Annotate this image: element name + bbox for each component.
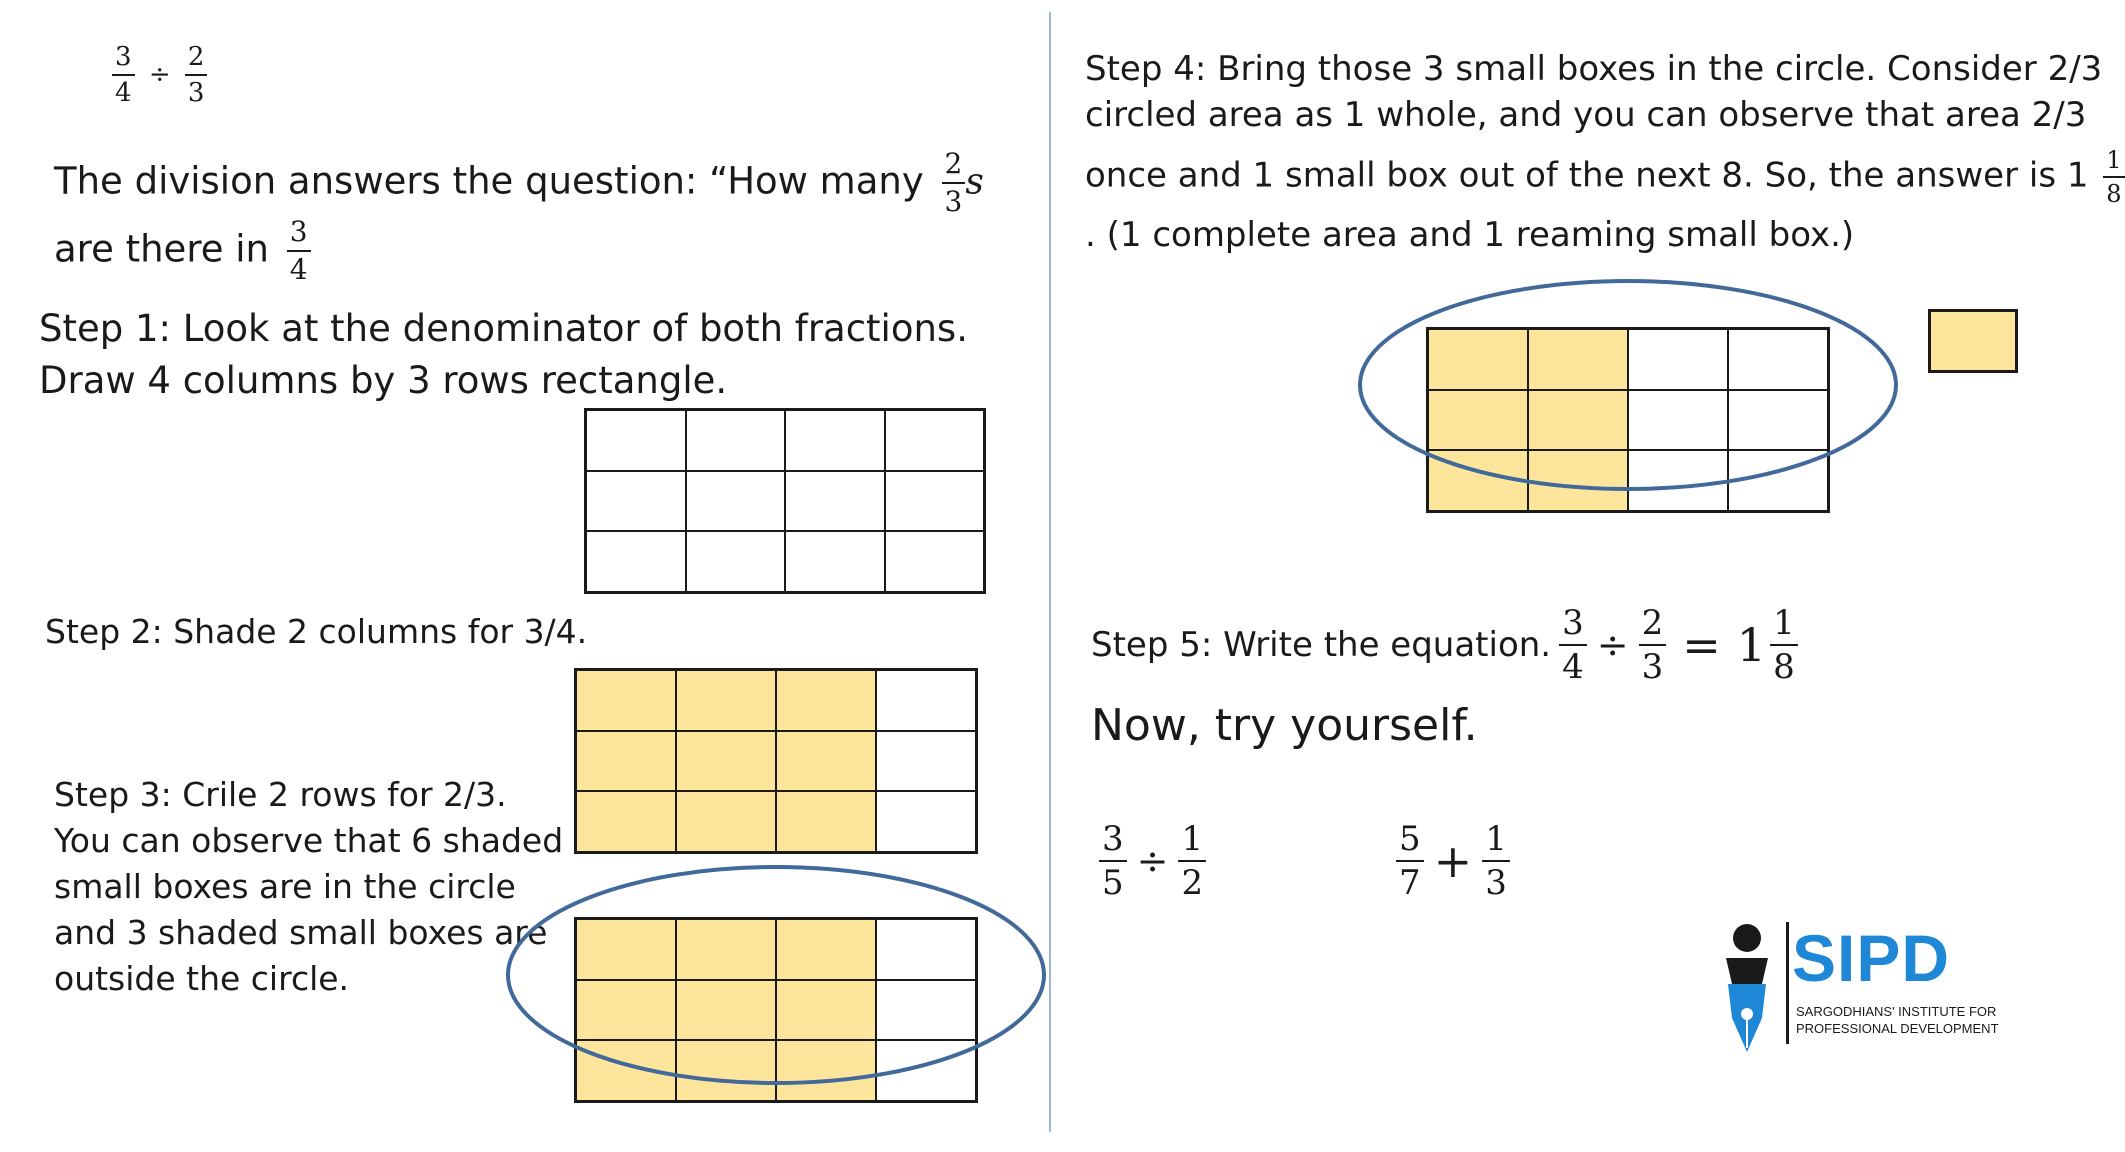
problem-fraction-2: $\frac{2}{3}$ <box>185 44 208 106</box>
intro-line-1: The division answers the question: “How many $\frac{2}{3}$ s <box>54 147 984 218</box>
intro-fraction: $\frac{2}{3}$ <box>942 150 966 216</box>
problem-fraction-1: $\frac{3}{4}$ <box>112 44 135 106</box>
sipd-logo <box>1716 918 2016 1058</box>
intro-line-2: are there in $\frac{3}{4}$ <box>54 218 311 284</box>
pen-person-icon <box>1716 918 1780 1058</box>
step4-text: Step 4: Bring those 3 small boxes in the circle. Consider 2/3 circled area as 1 whole, and you can observe that area 2/3 once and 1 small box out of the next 8. So, the answer is 1 $\frac{1}{8}$ . (1 complete area and 1 reaming small box.) <box>1085 46 2125 258</box>
intro-fraction-2: $\frac{3}{4}$ <box>287 218 311 284</box>
step3-circle <box>508 867 1044 1083</box>
step1-line-1: Step 1: Look at the denominator of both fractions. <box>39 307 968 350</box>
step5-equation: Step 5: Write the equation. $\frac{3}{4}$ ÷ $\frac{2}{3}$ = 1 $\frac{1}{8}$ <box>1091 606 1798 684</box>
exercise-1: $\frac{3}{5}$ ÷ $\frac{1}{2}$ <box>1099 822 1206 900</box>
logo-subtitle-2: PROFESSIONAL DEVELOPMENT <box>1796 1021 1999 1036</box>
step2-text: Step 2: Shade 2 columns for 3/4. <box>45 612 588 651</box>
step3-text: Step 3: Crile 2 rows for 2/3. You can observe that 6 shaded small boxes are in the circle and 3 shaded small boxes are outside the circle. <box>54 775 564 998</box>
logo-separator <box>1786 922 1789 1044</box>
logo-name: SIPD <box>1792 921 1951 995</box>
exercise-2: $\frac{5}{7}$ + $\frac{1}{3}$ <box>1396 822 1510 900</box>
problem-operator: ÷ <box>148 60 171 90</box>
step4-fraction: $\frac{1}{8}$ <box>2103 148 2124 206</box>
step4-circle <box>1360 281 1896 489</box>
step1-line-2: Draw 4 columns by 3 rows rectangle. <box>39 359 728 402</box>
try-heading: Now, try yourself. <box>1091 700 1478 751</box>
logo-subtitle-1: SARGODHIANS' INSTITUTE FOR <box>1796 1004 1997 1019</box>
